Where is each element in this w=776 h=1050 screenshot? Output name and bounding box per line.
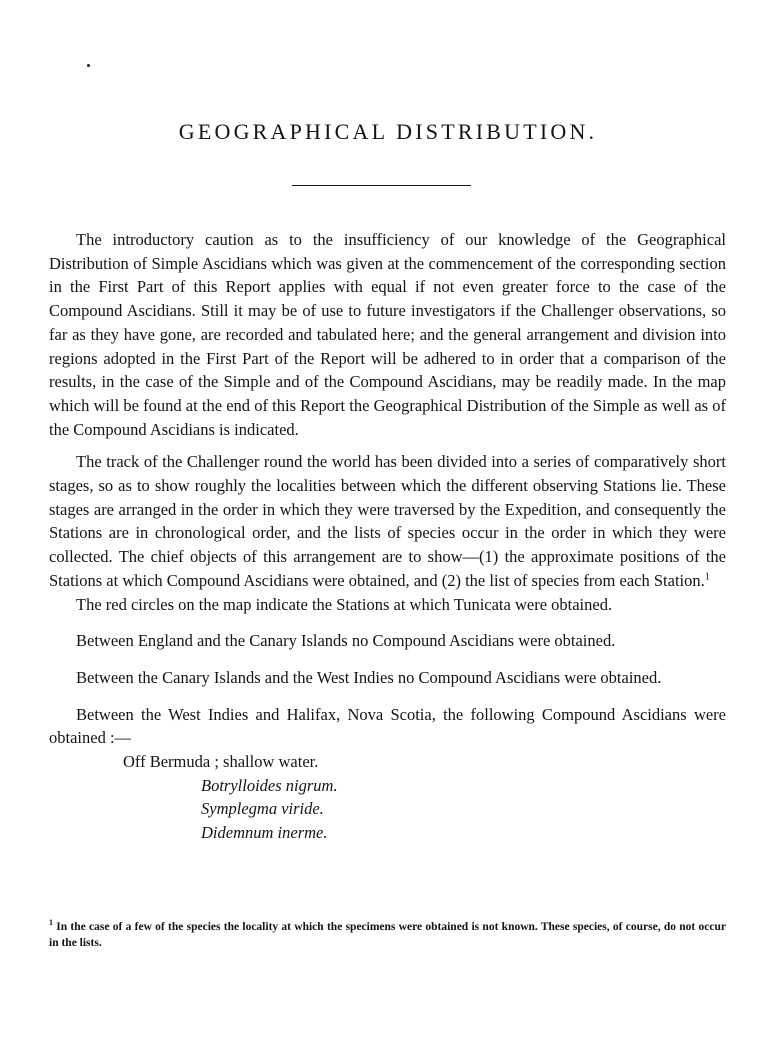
paragraph-track <box>49 450 726 592</box>
footnote <box>49 919 726 951</box>
body-text <box>49 228 726 845</box>
locality-line: Off Bermuda ; shallow water. <box>123 752 319 772</box>
paragraph-track-text: The track of the Challenger round the world has been divided into a series of comparatively short stages, so as to show roughly the localities between which the different observing Stations lie. These stages are arranged in the order in which they were traversed by the Expedition, and consequently the Stations are in chronological order, and the lists of species occur in the order in which they were collected. The chief objects of this arrangement are to show—(1) the approximate positions of the Stations at which Compound Ascidians were obtained, and (2) the list of species from each Station. <box>49 452 726 590</box>
species-item: Symplegma viride. <box>201 799 324 819</box>
paragraph-west-indies-halifax: Between the West Indies and Halifax, Nova Scotia, the following Compound Ascidians were obtained :— <box>49 704 726 748</box>
species-item: Botrylloides nigrum. <box>201 775 338 795</box>
species-list <box>49 750 726 845</box>
page-title: GEOGRAPHICAL DISTRIBUTION. <box>178 119 598 144</box>
paragraph-canary-west-indies: Between the Canary Islands and the West Indies no Compound Ascidians were obtained. <box>76 667 662 687</box>
paragraph-england-canary: Between England and the Canary Islands no Compound Ascidians were obtained. <box>76 631 616 651</box>
footnote-mark: 1 <box>49 918 53 928</box>
title-divider <box>292 185 471 186</box>
print-speck <box>87 64 90 67</box>
paragraph-red-circles: The red circles on the map indicate the Stations at which Tunicata were obtained. <box>76 594 613 614</box>
footnote-reference: 1 <box>704 571 710 583</box>
species-item: Didemnum inerme. <box>201 823 328 843</box>
paragraph-introduction: The introductory caution as to the insufficiency of our knowledge of the Geographical Distribution of Simple Ascidians which was given at the commencement of the corresponding section in the First Part of this Report applies with equal if not even greater force to the case of the Compound Ascidians. Still it may be of use to future investigators if the Challenger observations, so far as they have gone, are recorded and tabulated here; and the general arrangement and division into regions adopted in the First Part of the Report will be adhered to in order that a comparison of the results, in the case of the Simple and of the Compound Ascidians, may be readily made. In the map which will be found at the end of this Report the Geographical Distribution of the Simple as well as of the Compound Ascidians is indicated. <box>49 230 726 439</box>
footnote-text: In the case of a few of the species the locality at which the specimens were obtained is not known. These species, of course, do not occur in the lists. <box>49 921 726 949</box>
